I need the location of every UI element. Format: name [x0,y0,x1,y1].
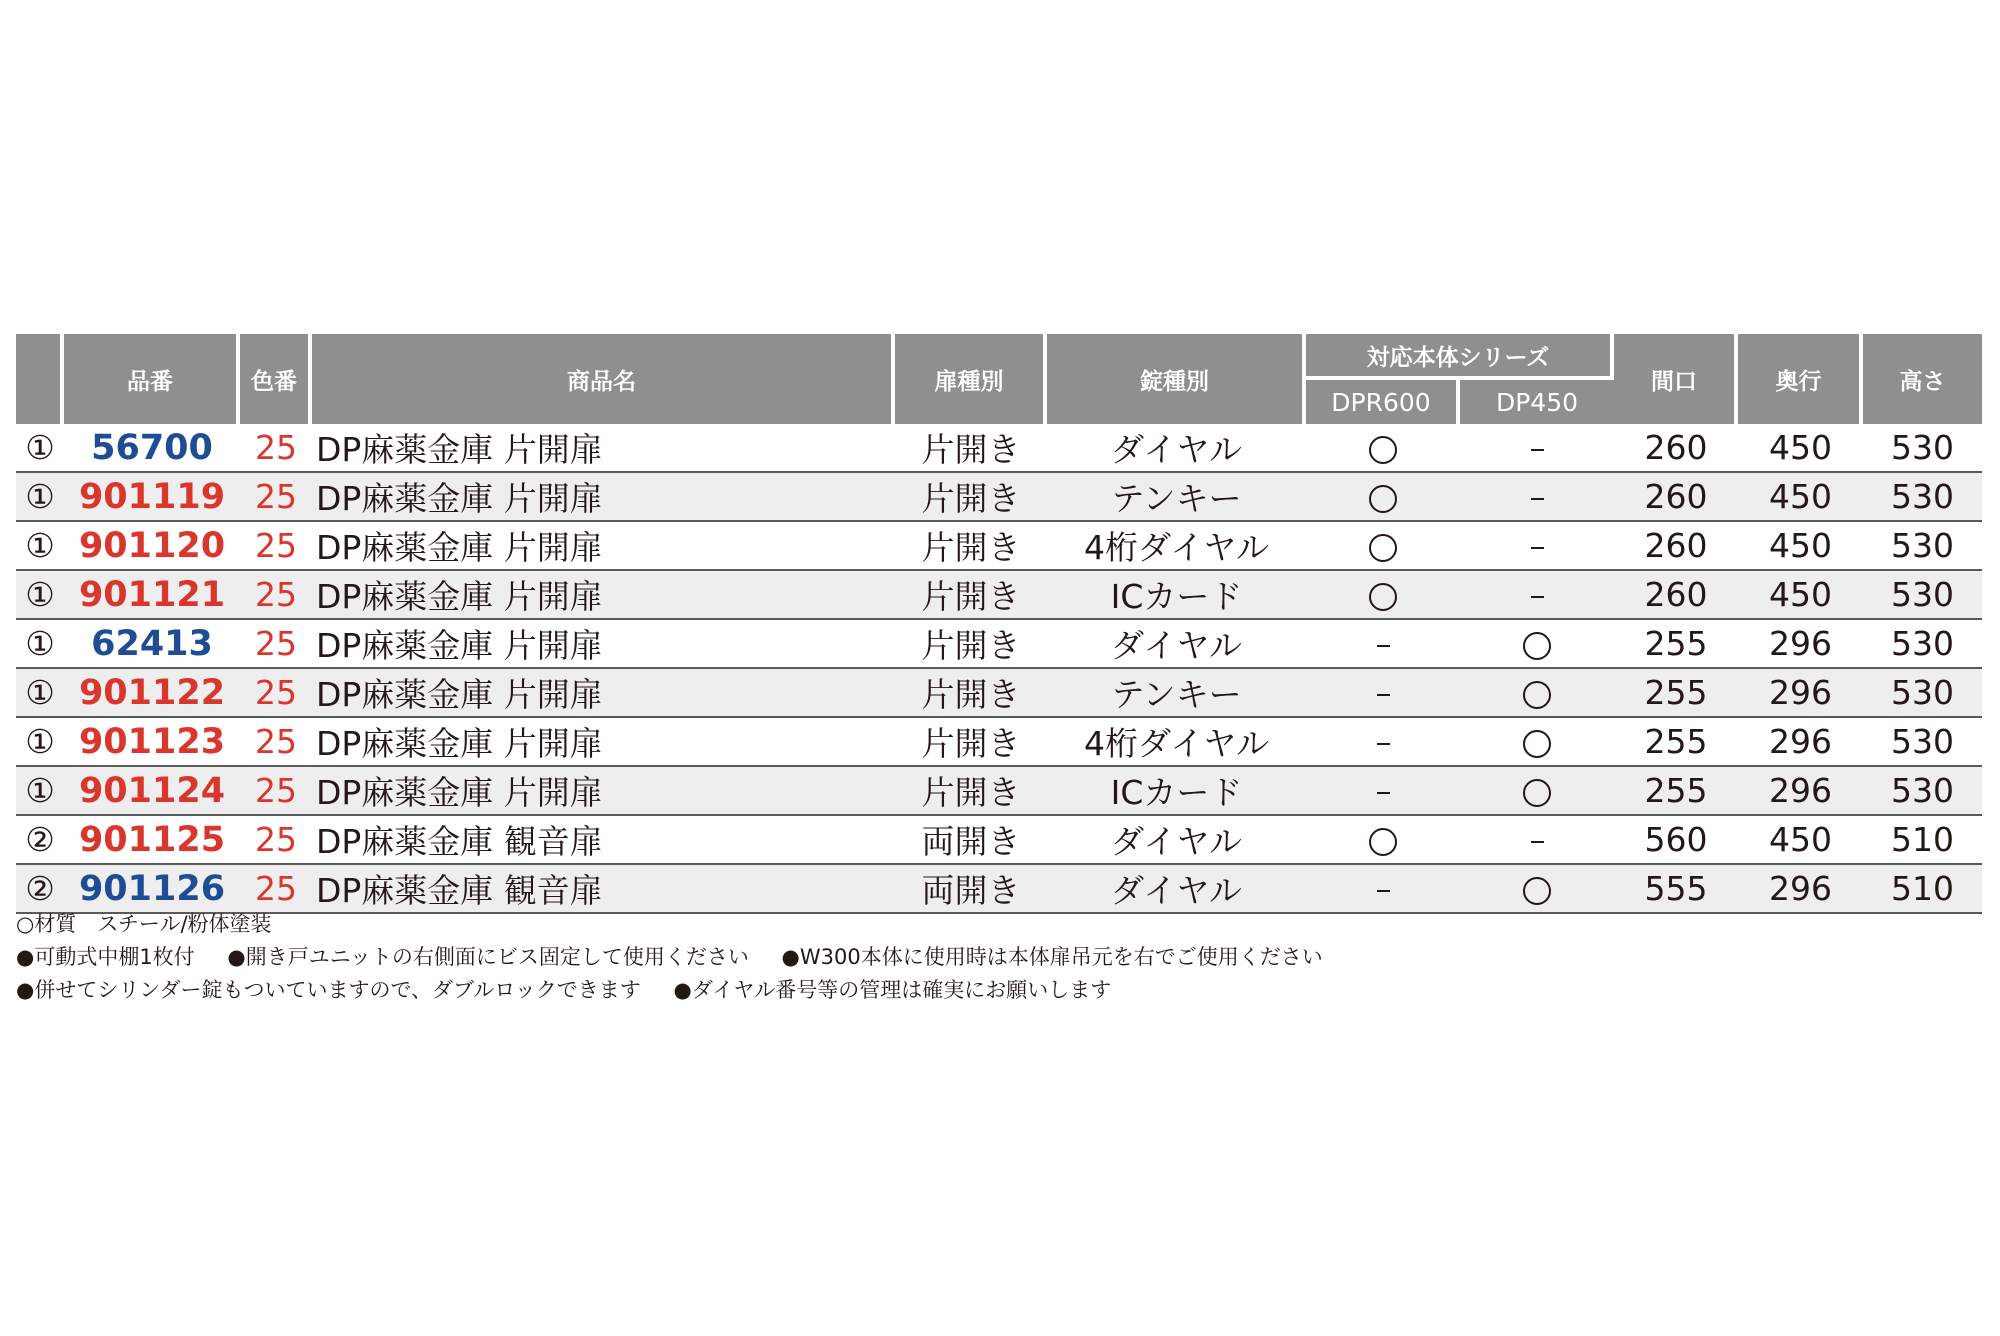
cell-door-type: 片開き [895,473,1047,522]
header-series: 対応本体シリーズ [1306,334,1614,380]
note-material: ○材質 スチール/粉体塗装 [16,912,272,936]
table-row [16,816,1982,865]
cell-lock-type: ダイヤル [1047,816,1306,865]
cell-door-type: 片開き [895,571,1047,620]
cell-dpr600 [1306,522,1460,571]
cell-color: 25 [240,522,312,571]
cell-name: DP麻薬金庫 片開扉 [312,571,895,620]
cell-mark: ① [16,571,64,620]
cell-mark: ① [16,767,64,816]
cell-door-type: 両開き [895,816,1047,865]
cell-dpr600 [1306,669,1460,718]
header-depth: 奥行 [1738,334,1863,424]
cell-height: 530 [1863,620,1982,669]
cell-depth: 296 [1738,718,1863,767]
circle-mark-icon [1369,485,1397,513]
dash-mark-icon [1377,743,1390,745]
cell-dpr600 [1306,571,1460,620]
notes [16,908,1349,1007]
cell-width: 260 [1614,571,1738,620]
cell-code: 901126 [64,865,240,914]
cell-width: 260 [1614,424,1738,473]
cell-door-type: 両開き [895,865,1047,914]
header-height: 高さ [1863,334,1982,424]
cell-depth: 296 [1738,767,1863,816]
table-row [16,718,1982,767]
header-lock-type: 錠種別 [1047,334,1306,424]
circle-mark-icon [1523,779,1551,807]
cell-code: 901119 [64,473,240,522]
header-color: 色番 [240,334,312,424]
cell-name: DP麻薬金庫 片開扉 [312,424,895,473]
cell-dpr600 [1306,718,1460,767]
header-name: 商品名 [312,334,895,424]
cell-height: 530 [1863,424,1982,473]
cell-code: 901120 [64,522,240,571]
cell-height: 530 [1863,522,1982,571]
cell-door-type: 片開き [895,620,1047,669]
circle-mark-icon [1369,828,1397,856]
cell-code: 56700 [64,424,240,473]
cell-dpr600 [1306,767,1460,816]
cell-dp450 [1460,473,1614,522]
cell-height: 530 [1863,669,1982,718]
cell-depth: 296 [1738,669,1863,718]
cell-code: 901125 [64,816,240,865]
cell-width: 560 [1614,816,1738,865]
cell-code: 901124 [64,767,240,816]
table-row [16,669,1982,718]
header-row [16,334,1982,380]
header-mark [16,334,64,424]
dash-mark-icon [1377,645,1390,647]
dash-mark-icon [1377,890,1390,892]
cell-mark: ① [16,424,64,473]
cell-mark: ① [16,620,64,669]
cell-depth: 450 [1738,424,1863,473]
dash-mark-icon [1377,792,1390,794]
cell-mark: ① [16,669,64,718]
circle-mark-icon [1369,534,1397,562]
cell-name: DP麻薬金庫 片開扉 [312,669,895,718]
cell-lock-type: ICカード [1047,767,1306,816]
note-w300: ●W300本体に使用時は本体扉吊元を右でご使用ください [781,945,1323,969]
cell-dpr600 [1306,620,1460,669]
cell-dp450 [1460,718,1614,767]
cell-mark: ① [16,473,64,522]
cell-depth: 450 [1738,816,1863,865]
cell-name: DP麻薬金庫 片開扉 [312,620,895,669]
cell-code: 901122 [64,669,240,718]
note-line [16,908,1349,941]
cell-lock-type: 4桁ダイヤル [1047,718,1306,767]
cell-height: 530 [1863,571,1982,620]
cell-color: 25 [240,865,312,914]
header-code: 品番 [64,334,240,424]
cell-dpr600 [1306,865,1460,914]
note-shelf: ●可動式中棚1枚付 [16,945,195,969]
table-row [16,620,1982,669]
table-row [16,865,1982,914]
cell-dp450 [1460,816,1614,865]
note-mounting: ●開き戸ユニットの右側面にビス固定して使用ください [227,945,749,969]
cell-depth: 296 [1738,865,1863,914]
circle-mark-icon [1369,583,1397,611]
cell-dp450 [1460,767,1614,816]
cell-height: 510 [1863,865,1982,914]
cell-mark: ② [16,816,64,865]
cell-height: 530 [1863,767,1982,816]
note-line [16,974,1349,1007]
cell-name: DP麻薬金庫 観音扉 [312,816,895,865]
cell-color: 25 [240,620,312,669]
header-door-type: 扉種別 [895,334,1047,424]
cell-lock-type: テンキー [1047,473,1306,522]
cell-depth: 296 [1738,620,1863,669]
cell-lock-type: 4桁ダイヤル [1047,522,1306,571]
cell-lock-type: テンキー [1047,669,1306,718]
cell-color: 25 [240,473,312,522]
cell-door-type: 片開き [895,669,1047,718]
table-body [16,424,1982,914]
table-row [16,473,1982,522]
note-line [16,941,1349,974]
cell-dpr600 [1306,424,1460,473]
circle-mark-icon [1523,681,1551,709]
cell-lock-type: ダイヤル [1047,865,1306,914]
cell-color: 25 [240,669,312,718]
cell-color: 25 [240,718,312,767]
cell-height: 510 [1863,816,1982,865]
cell-door-type: 片開き [895,767,1047,816]
cell-mark: ② [16,865,64,914]
dash-mark-icon [1531,547,1544,549]
cell-width: 255 [1614,718,1738,767]
cell-width: 255 [1614,620,1738,669]
cell-width: 255 [1614,669,1738,718]
header-series-dp450: DP450 [1460,380,1614,424]
cell-color: 25 [240,816,312,865]
dash-mark-icon [1531,498,1544,500]
cell-dp450 [1460,865,1614,914]
cell-name: DP麻薬金庫 観音扉 [312,865,895,914]
cell-dp450 [1460,669,1614,718]
cell-dp450 [1460,620,1614,669]
circle-mark-icon [1523,730,1551,758]
spec-table [16,334,1982,914]
cell-name: DP麻薬金庫 片開扉 [312,718,895,767]
table-row [16,522,1982,571]
dash-mark-icon [1531,841,1544,843]
cell-name: DP麻薬金庫 片開扉 [312,473,895,522]
cell-door-type: 片開き [895,424,1047,473]
dash-mark-icon [1531,449,1544,451]
cell-mark: ① [16,522,64,571]
note-dial-management: ●ダイヤル番号等の管理は確実にお願いします [673,978,1112,1002]
cell-color: 25 [240,571,312,620]
cell-dpr600 [1306,816,1460,865]
cell-lock-type: ダイヤル [1047,620,1306,669]
table-row [16,767,1982,816]
cell-dpr600 [1306,473,1460,522]
table-row [16,571,1982,620]
cell-door-type: 片開き [895,718,1047,767]
cell-lock-type: ダイヤル [1047,424,1306,473]
cell-code: 901123 [64,718,240,767]
cell-depth: 450 [1738,522,1863,571]
cell-color: 25 [240,424,312,473]
cell-dp450 [1460,424,1614,473]
cell-dp450 [1460,571,1614,620]
header-width: 間口 [1614,334,1738,424]
header-series-dpr600: DPR600 [1306,380,1460,424]
cell-depth: 450 [1738,473,1863,522]
dash-mark-icon [1531,596,1544,598]
cell-width: 555 [1614,865,1738,914]
cell-code: 62413 [64,620,240,669]
dash-mark-icon [1377,694,1390,696]
cell-door-type: 片開き [895,522,1047,571]
cell-lock-type: ICカード [1047,571,1306,620]
note-double-lock: ●併せてシリンダー錠もついていますので、ダブルロックできます [16,978,641,1002]
cell-width: 255 [1614,767,1738,816]
cell-dp450 [1460,522,1614,571]
circle-mark-icon [1369,436,1397,464]
cell-mark: ① [16,718,64,767]
cell-code: 901121 [64,571,240,620]
cell-name: DP麻薬金庫 片開扉 [312,767,895,816]
circle-mark-icon [1523,632,1551,660]
cell-width: 260 [1614,473,1738,522]
cell-name: DP麻薬金庫 片開扉 [312,522,895,571]
cell-height: 530 [1863,718,1982,767]
circle-mark-icon [1523,877,1551,905]
cell-depth: 450 [1738,571,1863,620]
table-row [16,424,1982,473]
cell-height: 530 [1863,473,1982,522]
cell-width: 260 [1614,522,1738,571]
cell-color: 25 [240,767,312,816]
